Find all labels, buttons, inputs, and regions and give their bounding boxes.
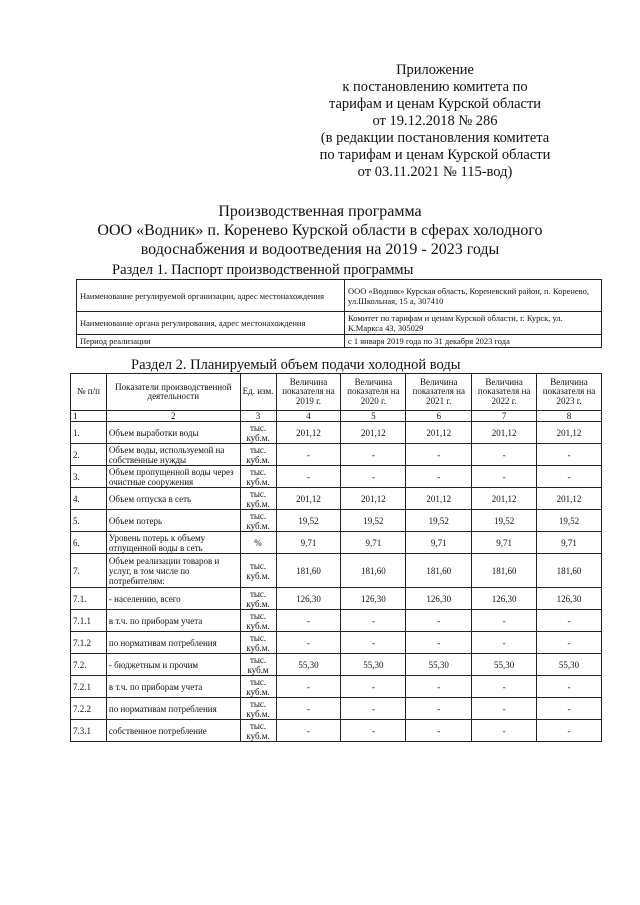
value-cell: 55,30 (341, 654, 406, 676)
row-number: 7.1.1 (71, 610, 107, 632)
value-cell: 19,52 (341, 510, 406, 532)
unit-cell: тыс. куб.м. (240, 466, 276, 488)
value-cell: - (537, 720, 602, 742)
column-number: 7 (472, 411, 537, 422)
value-cell: - (406, 610, 472, 632)
value-cell: - (341, 720, 406, 742)
value-cell: 9,71 (472, 532, 537, 554)
indicator-name: Объем отпуска в сеть (106, 488, 240, 510)
value-cell: 19,52 (406, 510, 472, 532)
column-header: Величина показателя на 2022 г. (472, 374, 537, 411)
value-cell: - (406, 466, 472, 488)
volume-table (70, 373, 602, 742)
unit-cell: % (240, 532, 276, 554)
row-number: 7.1.2 (71, 632, 107, 654)
header-line: тарифам и ценам Курской области (328, 96, 542, 112)
value-cell: 55,30 (472, 654, 537, 676)
row-number: 5. (71, 510, 107, 532)
unit-cell: тыс. куб.м. (240, 632, 276, 654)
table-row (71, 554, 602, 588)
passport-table (76, 279, 602, 348)
value-cell: - (537, 698, 602, 720)
value-cell: - (406, 698, 472, 720)
value-cell: 201,12 (537, 488, 602, 510)
header-line: к постановлению комитета по (342, 79, 528, 95)
table-row (71, 676, 602, 698)
indicator-name: Объем выработки воды (106, 422, 240, 444)
column-number: 1 (71, 411, 107, 422)
value-cell: 19,52 (537, 510, 602, 532)
value-cell: - (406, 632, 472, 654)
table-row (71, 698, 602, 720)
column-header: Величина показателя на 2020 г. (341, 374, 406, 411)
value-cell: - (537, 444, 602, 466)
unit-cell: тыс. куб.м. (240, 444, 276, 466)
table-row (71, 588, 602, 610)
table-row (71, 422, 602, 444)
column-number-row (71, 411, 602, 422)
value-cell: - (276, 676, 341, 698)
value-cell: - (341, 444, 406, 466)
value-cell: 19,52 (472, 510, 537, 532)
value-cell: 201,12 (406, 488, 472, 510)
value-cell: - (276, 610, 341, 632)
document-title (60, 202, 580, 259)
value-cell: - (472, 466, 537, 488)
value-cell: 126,30 (406, 588, 472, 610)
indicator-name: Уровень потерь к объему отпущенной воды в сеть (106, 532, 240, 554)
passport-value: ООО «Водник» Курская область, Кореневский район, п. Коренево, ул.Школьная, 15 а, 307410 (345, 280, 602, 312)
indicator-name: по нормативам потребления (106, 632, 240, 654)
value-cell: 19,52 (276, 510, 341, 532)
unit-cell: тыс. куб.м. (240, 510, 276, 532)
value-cell: 126,30 (341, 588, 406, 610)
value-cell: - (472, 632, 537, 654)
value-cell: - (472, 610, 537, 632)
table-row (71, 510, 602, 532)
column-number: 5 (341, 411, 406, 422)
value-cell: 201,12 (341, 488, 406, 510)
value-cell: - (341, 676, 406, 698)
value-cell: 201,12 (341, 422, 406, 444)
passport-label: Период реализации (77, 335, 345, 348)
value-cell: - (472, 698, 537, 720)
appendix-header (300, 62, 570, 181)
value-cell: - (341, 610, 406, 632)
section1-heading: Раздел 1. Паспорт производственной программы (112, 262, 414, 278)
value-cell: 181,60 (472, 554, 537, 588)
value-cell: 181,60 (537, 554, 602, 588)
table-row (77, 280, 602, 312)
value-cell: 181,60 (276, 554, 341, 588)
value-cell: - (276, 466, 341, 488)
value-cell: - (537, 610, 602, 632)
value-cell: - (406, 720, 472, 742)
table-row (77, 335, 602, 348)
table-row (77, 312, 602, 335)
value-cell: - (341, 466, 406, 488)
table-header-row (71, 374, 602, 411)
column-number: 4 (276, 411, 341, 422)
table-row (71, 632, 602, 654)
value-cell: - (276, 444, 341, 466)
indicator-name: Объем пропущенной воды через очистные сооружения (106, 466, 240, 488)
table-row (71, 444, 602, 466)
row-number: 7.2.1 (71, 676, 107, 698)
column-number: 2 (106, 411, 240, 422)
value-cell: 201,12 (472, 488, 537, 510)
value-cell: 201,12 (406, 422, 472, 444)
header-line: по тарифам и ценам Курской области (319, 147, 551, 163)
value-cell: 9,71 (341, 532, 406, 554)
value-cell: - (537, 632, 602, 654)
passport-label: Наименование регулируемой организации, адрес местонахождения (77, 280, 345, 312)
unit-cell: тыс. куб.м. (240, 610, 276, 632)
indicator-name: - населению, всего (106, 588, 240, 610)
header-line: (в редакции постановления комитета (320, 130, 550, 146)
value-cell: - (472, 720, 537, 742)
row-number: 2. (71, 444, 107, 466)
column-number: 3 (240, 411, 276, 422)
passport-value: Комитет по тарифам и ценам Курской области, г. Курск, ул. К.Маркса 43, 305029 (345, 312, 602, 335)
value-cell: - (537, 676, 602, 698)
value-cell: - (472, 676, 537, 698)
column-header: Величина показателя на 2021 г. (406, 374, 472, 411)
indicator-name: по нормативам потребления (106, 698, 240, 720)
table-row (71, 610, 602, 632)
title-line: Производственная программа (218, 203, 422, 220)
value-cell: 55,30 (537, 654, 602, 676)
value-cell: 126,30 (276, 588, 341, 610)
indicator-name: в т.ч. по приборам учета (106, 610, 240, 632)
value-cell: - (341, 632, 406, 654)
row-number: 7.2.2 (71, 698, 107, 720)
row-number: 7.1. (71, 588, 107, 610)
value-cell: 201,12 (472, 422, 537, 444)
unit-cell: тыс. куб.м. (240, 698, 276, 720)
column-header: Ед. изм. (240, 374, 276, 411)
passport-label: Наименование органа регулирования, адрес местонахождения (77, 312, 345, 335)
unit-cell: тыс. куб.м. (240, 588, 276, 610)
header-line: Приложение (396, 62, 474, 78)
value-cell: - (537, 466, 602, 488)
passport-value: с 1 января 2019 года по 31 декабря 2023 года (345, 335, 602, 348)
value-cell: 126,30 (472, 588, 537, 610)
table-row (71, 654, 602, 676)
indicator-name: Объем реализации товаров и услуг, в том числе по потребителям: (106, 554, 240, 588)
column-header: № п/п (71, 374, 107, 411)
value-cell: 55,30 (276, 654, 341, 676)
unit-cell: тыс. куб.м. (240, 554, 276, 588)
value-cell: 9,71 (406, 532, 472, 554)
value-cell: 201,12 (537, 422, 602, 444)
indicator-name: в т.ч. по приборам учета (106, 676, 240, 698)
row-number: 1. (71, 422, 107, 444)
indicator-name: собственное потребление (106, 720, 240, 742)
section2-heading: Раздел 2. Планируемый объем подачи холодной воды (131, 357, 461, 373)
value-cell: - (406, 676, 472, 698)
value-cell: - (276, 698, 341, 720)
unit-cell: тыс. куб.м. (240, 720, 276, 742)
header-line: от 19.12.2018 № 286 (372, 113, 498, 129)
unit-cell: тыс. куб.м. (240, 488, 276, 510)
value-cell: 9,71 (276, 532, 341, 554)
value-cell: - (276, 720, 341, 742)
row-number: 7.3.1 (71, 720, 107, 742)
value-cell: - (341, 698, 406, 720)
row-number: 7.2. (71, 654, 107, 676)
table-row (71, 532, 602, 554)
table-row (71, 720, 602, 742)
column-number: 6 (406, 411, 472, 422)
column-number: 8 (537, 411, 602, 422)
row-number: 3. (71, 466, 107, 488)
indicator-name: Объем потерь (106, 510, 240, 532)
unit-cell: тыс. куб.м. (240, 676, 276, 698)
value-cell: 201,12 (276, 422, 341, 444)
indicator-name: - бюджетным и прочим (106, 654, 240, 676)
column-header: Величина показателя на 2023 г. (537, 374, 602, 411)
value-cell: - (406, 444, 472, 466)
value-cell: 181,60 (341, 554, 406, 588)
row-number: 7. (71, 554, 107, 588)
column-header: Показатели производственной деятельности (106, 374, 240, 411)
unit-cell: тыс. куб.м. (240, 422, 276, 444)
header-line: от 03.11.2021 № 115-вод) (357, 164, 513, 180)
value-cell: 181,60 (406, 554, 472, 588)
table-row (71, 488, 602, 510)
value-cell: - (276, 632, 341, 654)
row-number: 4. (71, 488, 107, 510)
unit-cell: тыс. куб.м (240, 654, 276, 676)
indicator-name: Объем воды, используемой на собственные нужды (106, 444, 240, 466)
table-row (71, 466, 602, 488)
value-cell: - (472, 444, 537, 466)
row-number: 6. (71, 532, 107, 554)
column-header: Величина показателя на 2019 г. (276, 374, 341, 411)
title-line: водоснабжения и водоотведения на 2019 - 2023 годы (140, 241, 500, 258)
value-cell: 9,71 (537, 532, 602, 554)
value-cell: 126,30 (537, 588, 602, 610)
value-cell: 201,12 (276, 488, 341, 510)
value-cell: 55,30 (406, 654, 472, 676)
title-line: ООО «Водник» п. Коренево Курской области в сферах холодного (97, 222, 543, 239)
